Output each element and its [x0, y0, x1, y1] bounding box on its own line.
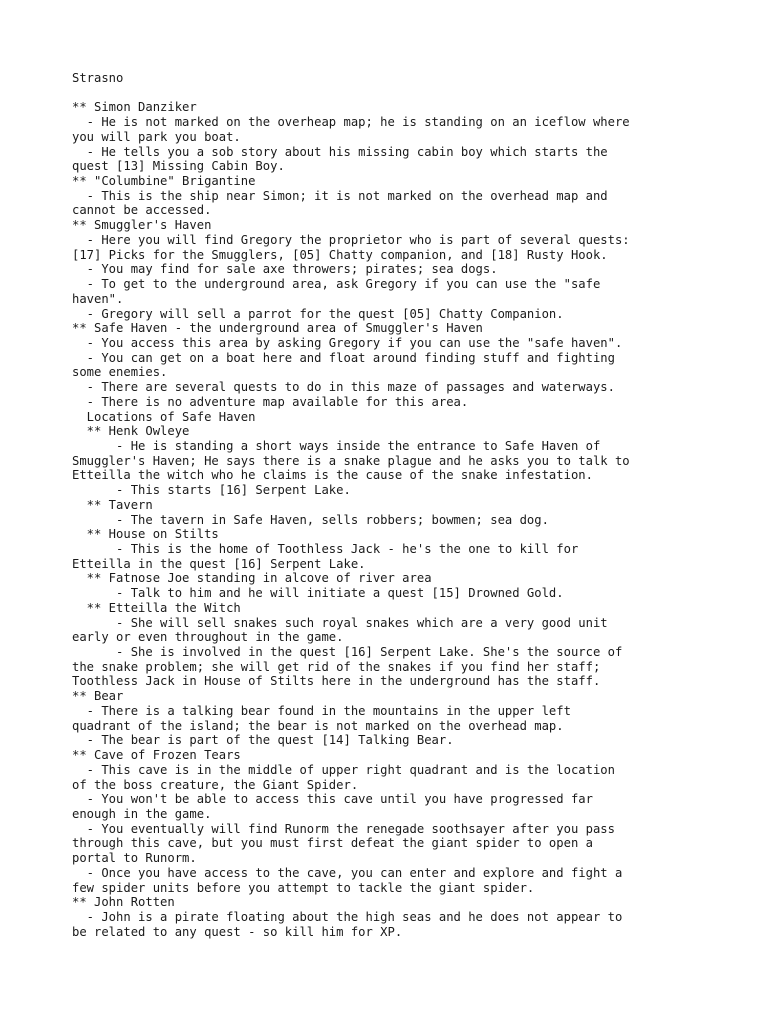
- text-line: Locations of Safe Haven: [72, 409, 256, 424]
- text-line: - To get to the underground area, ask Gregory if you can use the "safe: [72, 277, 601, 292]
- text-line: haven".: [72, 291, 124, 306]
- text-line: cannot be accessed.: [72, 203, 212, 218]
- text-line: - He tells you a sob story about his missing cabin boy which starts the: [72, 144, 608, 159]
- text-line: of the boss creature, the Giant Spider.: [72, 777, 359, 792]
- text-line: - You can get on a boat here and float around finding stuff and fighting: [72, 350, 615, 365]
- text-line: quadrant of the island; the bear is not marked on the overhead map.: [72, 718, 564, 733]
- text-line: ** Bear: [72, 689, 124, 704]
- text-line: ** Safe Haven - the underground area of Smuggler's Haven: [72, 321, 483, 336]
- text-line: - You won't be able to access this cave until you have progressed far: [72, 792, 593, 807]
- text-line: portal to Runorm.: [72, 851, 197, 866]
- text-line: ** John Rotten: [72, 895, 175, 910]
- text-line: ** Fatnose Joe standing in alcove of river area: [72, 571, 432, 586]
- text-line: the snake problem; she will get rid of the snakes if you find her staff;: [72, 659, 601, 674]
- text-line: [17] Picks for the Smugglers, [05] Chatty companion, and [18] Rusty Hook.: [72, 247, 608, 262]
- text-line: - There are several quests to do in this maze of passages and waterways.: [72, 380, 615, 395]
- text-line: Smuggler's Haven; He says there is a snake plague and he asks you to talk to: [72, 453, 630, 468]
- text-line: through this cave, but you must first defeat the giant spider to open a: [72, 836, 593, 851]
- text-line: enough in the game.: [72, 806, 212, 821]
- text-line: ** Etteilla the Witch: [72, 600, 241, 615]
- text-line: - She will sell snakes such royal snakes which are a very good unit: [72, 615, 608, 630]
- text-line: - Talk to him and he will initiate a quest [15] Drowned Gold.: [72, 586, 564, 601]
- text-line: be related to any quest - so kill him for XP.: [72, 924, 403, 939]
- text-line: Etteilla the witch who he claims is the cause of the snake infestation.: [72, 468, 593, 483]
- text-line: - You may find for sale axe throwers; pirates; sea dogs.: [72, 262, 498, 277]
- text-line: [72, 86, 630, 101]
- text-line: - He is not marked on the overheap map; he is standing on an iceflow where: [72, 115, 630, 130]
- document-title: Strasno: [72, 71, 124, 85]
- text-line: - This is the home of Toothless Jack - he's the one to kill for: [72, 542, 579, 556]
- text-line: - This starts [16] Serpent Lake.: [72, 483, 351, 498]
- text-line: - The bear is part of the quest [14] Talking Bear.: [72, 733, 454, 748]
- text-line: - This cave is in the middle of upper right quadrant and is the location: [72, 762, 615, 777]
- text-line: - You eventually will find Runorm the renegade soothsayer after you pass: [72, 821, 615, 836]
- text-line: you will park you boat.: [72, 129, 241, 144]
- text-line: - The tavern in Safe Haven, sells robbers; bowmen; sea dog.: [72, 512, 549, 527]
- text-line: ** Smuggler's Haven: [72, 218, 212, 233]
- text-line: - This is the ship near Simon; it is not marked on the overhead map and: [72, 188, 608, 203]
- text-line: Toothless Jack in House of Stilts here in the underground has the staff.: [72, 674, 601, 689]
- text-line: few spider units before you attempt to tackle the giant spider.: [72, 880, 535, 895]
- text-line: - John is a pirate floating about the high seas and he does not appear to: [72, 909, 623, 924]
- text-line: Etteilla in the quest [16] Serpent Lake.: [72, 556, 366, 571]
- text-line: ** Tavern: [72, 497, 153, 512]
- text-line: some enemies.: [72, 365, 168, 380]
- text-line: - Gregory will sell a parrot for the quest [05] Chatty Companion.: [72, 306, 564, 321]
- text-line: - Once you have access to the cave, you can enter and explore and fight a: [72, 865, 623, 880]
- text-line: - He is standing a short ways inside the entrance to Safe Haven of: [72, 438, 601, 453]
- text-line: ** "Columbine" Brigantine: [72, 174, 256, 189]
- text-line: - Here you will find Gregory the proprietor who is part of several quests:: [72, 232, 630, 247]
- text-line: ** Henk Owleye: [72, 424, 190, 439]
- text-line: - You access this area by asking Gregory if you can use the "safe haven".: [72, 335, 623, 350]
- text-line: quest [13] Missing Cabin Boy.: [72, 159, 285, 174]
- document-text: [72, 71, 630, 939]
- text-line: ** Simon Danziker: [72, 100, 197, 115]
- text-line: - There is a talking bear found in the mountains in the upper left: [72, 703, 571, 718]
- text-line: ** Cave of Frozen Tears: [72, 748, 241, 763]
- text-line: - There is no adventure map available for this area.: [72, 394, 469, 409]
- text-line: - She is involved in the quest [16] Serpent Lake. She's the source of: [72, 645, 623, 660]
- text-line: ** House on Stilts: [72, 527, 219, 542]
- text-line: early or even throughout in the game.: [72, 630, 344, 645]
